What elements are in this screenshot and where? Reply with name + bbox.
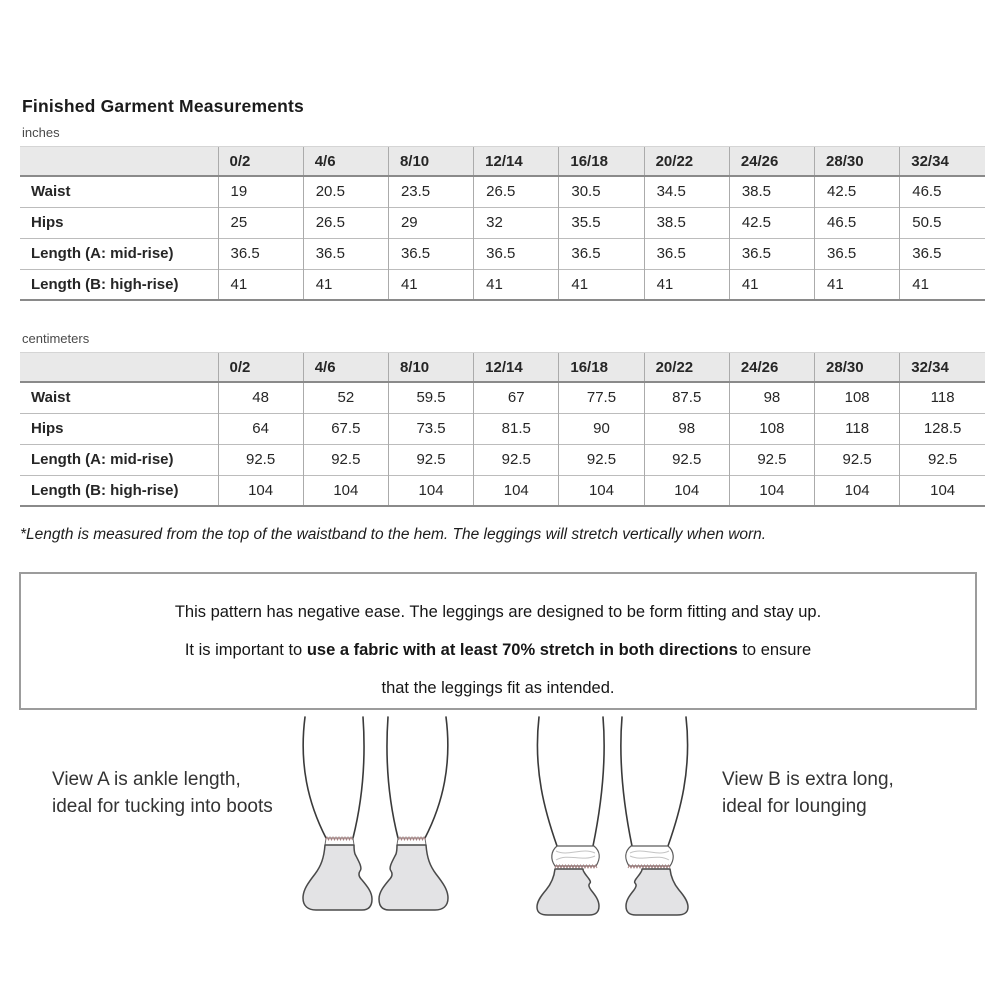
size-column-header: 4/6 xyxy=(303,147,388,177)
measurement-value: 38.5 xyxy=(644,207,729,238)
length-footnote: *Length is measured from the top of the waistband to the hem. The leggings will stretch vertically when worn. xyxy=(20,526,767,543)
centimeters-table-unit-label: centimeters xyxy=(22,331,90,346)
measurement-value: 41 xyxy=(729,269,814,300)
measurement-value: 41 xyxy=(303,269,388,300)
view-b-caption xyxy=(722,766,894,820)
view-a-left-leg xyxy=(303,717,372,910)
measurement-value: 92.5 xyxy=(474,444,559,475)
measurement-value: 36.5 xyxy=(900,238,985,269)
measurement-value: 41 xyxy=(388,269,473,300)
measurement-value: 32 xyxy=(474,207,559,238)
measurement-value: 41 xyxy=(474,269,559,300)
row-label: Length (B: high-rise) xyxy=(20,269,218,300)
measurement-value: 104 xyxy=(218,475,303,506)
view-a-caption-line-1: View A is ankle length, xyxy=(52,769,241,790)
notice-line-2-prefix: It is important to xyxy=(184,641,307,659)
measurement-value: 52 xyxy=(303,382,388,413)
measurement-value: 67.5 xyxy=(303,413,388,444)
notice-line-2-bold: use a fabric with at least 70% stretch in both directions xyxy=(306,641,738,659)
measurement-value: 26.5 xyxy=(474,176,559,207)
measurement-value: 90 xyxy=(559,413,644,444)
measurement-value: 23.5 xyxy=(388,176,473,207)
measurement-value: 36.5 xyxy=(815,238,900,269)
measurement-value: 73.5 xyxy=(388,413,473,444)
measurement-value: 41 xyxy=(815,269,900,300)
measurement-value: 92.5 xyxy=(559,444,644,475)
measurement-value: 59.5 xyxy=(388,382,473,413)
row-label: Waist xyxy=(31,183,71,201)
measurement-value: 67 xyxy=(474,382,559,413)
size-column-header: 32/34 xyxy=(900,147,985,177)
measurement-value: 118 xyxy=(900,382,985,413)
measurement-value: 81.5 xyxy=(474,413,559,444)
inches-table-unit-label: inches xyxy=(22,125,60,140)
measurement-value: 64 xyxy=(218,413,303,444)
measurement-value: 98 xyxy=(644,413,729,444)
leg-outline xyxy=(537,717,557,846)
measurement-value: 104 xyxy=(388,475,473,506)
measurement-value: 36.5 xyxy=(218,238,303,269)
notice-line-1: This pattern has negative ease. The leggings are designed to be form fitting and stay up. xyxy=(174,603,822,621)
foot xyxy=(537,869,599,915)
row-label: Hips xyxy=(20,413,218,444)
measurement-value: 19 xyxy=(218,176,303,207)
row-label: Length (B: high-rise) xyxy=(20,475,218,506)
measurement-value: 108 xyxy=(729,413,814,444)
size-column-header: 20/22 xyxy=(644,147,729,177)
measurement-value: 41 xyxy=(900,269,985,300)
row-label: Hips xyxy=(20,207,218,238)
measurement-value: 41 xyxy=(218,269,303,300)
measurement-value: 104 xyxy=(815,475,900,506)
size-column-header: 28/30 xyxy=(815,147,900,177)
size-column-header: 16/18 xyxy=(559,353,644,383)
view-b-caption-line-2: ideal for lounging xyxy=(722,796,867,817)
size-column-header: 12/14 xyxy=(474,147,559,177)
measurement-value: 77.5 xyxy=(559,382,644,413)
measurement-value: 42.5 xyxy=(815,176,900,207)
measurement-value: 36.5 xyxy=(644,238,729,269)
measurement-value: 104 xyxy=(303,475,388,506)
measurement-value: 29 xyxy=(388,207,473,238)
leg-outline xyxy=(303,717,326,838)
measurement-value: 41 xyxy=(559,269,644,300)
size-column-header: 24/26 xyxy=(729,147,814,177)
measurement-value: 38.5 xyxy=(729,176,814,207)
measurement-value: 104 xyxy=(559,475,644,506)
size-column-header: 24/26 xyxy=(729,353,814,383)
measurement-value: 98 xyxy=(729,382,814,413)
measurement-value: 87.5 xyxy=(644,382,729,413)
size-column-header: 12/14 xyxy=(474,353,559,383)
measurement-value: 92.5 xyxy=(729,444,814,475)
measurement-value: 92.5 xyxy=(218,444,303,475)
measurement-value: 104 xyxy=(729,475,814,506)
notice-line-3: that the leggings fit as intended. xyxy=(381,679,615,697)
measurement-value: 92.5 xyxy=(900,444,985,475)
measurement-value: 20.5 xyxy=(303,176,388,207)
leg-outline xyxy=(593,717,604,846)
measurement-value: 46.5 xyxy=(815,207,900,238)
measurement-value: 104 xyxy=(474,475,559,506)
measurement-value: 26.5 xyxy=(303,207,388,238)
page-title: Finished Garment Measurements xyxy=(22,95,304,116)
foot xyxy=(303,845,372,910)
scrunched-fabric xyxy=(552,846,599,866)
leg-outline xyxy=(353,717,364,838)
measurement-value: 36.5 xyxy=(729,238,814,269)
measurement-value: 48 xyxy=(218,382,303,413)
view-b-left-leg xyxy=(537,717,604,915)
measurement-value: 41 xyxy=(644,269,729,300)
measurement-value: 34.5 xyxy=(644,176,729,207)
size-column-header: 8/10 xyxy=(388,147,473,177)
view-a-caption-line-2: ideal for tucking into boots xyxy=(52,796,273,817)
view-a-right-leg xyxy=(379,717,448,910)
measurement-value: 36.5 xyxy=(559,238,644,269)
measurement-value: 104 xyxy=(644,475,729,506)
size-column-header: 0/2 xyxy=(218,147,303,177)
size-column-header: 4/6 xyxy=(303,353,388,383)
measurement-value: 25 xyxy=(218,207,303,238)
measurement-value: 30.5 xyxy=(559,176,644,207)
measurement-value: 42.5 xyxy=(729,207,814,238)
measurement-value: 50.5 xyxy=(900,207,985,238)
measurement-value: 35.5 xyxy=(559,207,644,238)
size-column-header: 20/22 xyxy=(644,353,729,383)
measurement-value: 36.5 xyxy=(388,238,473,269)
measurement-value: 36.5 xyxy=(303,238,388,269)
measurement-value: 118 xyxy=(815,413,900,444)
row-label: Waist xyxy=(31,389,71,407)
size-column-header: 8/10 xyxy=(388,353,473,383)
view-b-right-leg xyxy=(621,717,688,915)
measurement-value: 92.5 xyxy=(644,444,729,475)
size-column-header: 0/2 xyxy=(218,353,303,383)
size-column-header: 32/34 xyxy=(900,353,985,383)
view-b-caption-line-1: View B is extra long, xyxy=(722,769,894,790)
size-column-header: 16/18 xyxy=(559,147,644,177)
notice-line-2-suffix: to ensure xyxy=(737,641,812,659)
view-a-caption xyxy=(52,766,273,820)
row-label: Length (A: mid-rise) xyxy=(20,238,218,269)
size-column-header: 28/30 xyxy=(815,353,900,383)
measurement-value: 108 xyxy=(815,382,900,413)
measurement-value: 92.5 xyxy=(303,444,388,475)
measurement-value: 92.5 xyxy=(388,444,473,475)
measurement-value: 128.5 xyxy=(900,413,985,444)
row-label: Length (A: mid-rise) xyxy=(20,444,218,475)
measurement-value: 36.5 xyxy=(474,238,559,269)
measurement-value: 46.5 xyxy=(900,176,985,207)
measurement-value: 104 xyxy=(900,475,985,506)
measurement-value: 92.5 xyxy=(815,444,900,475)
